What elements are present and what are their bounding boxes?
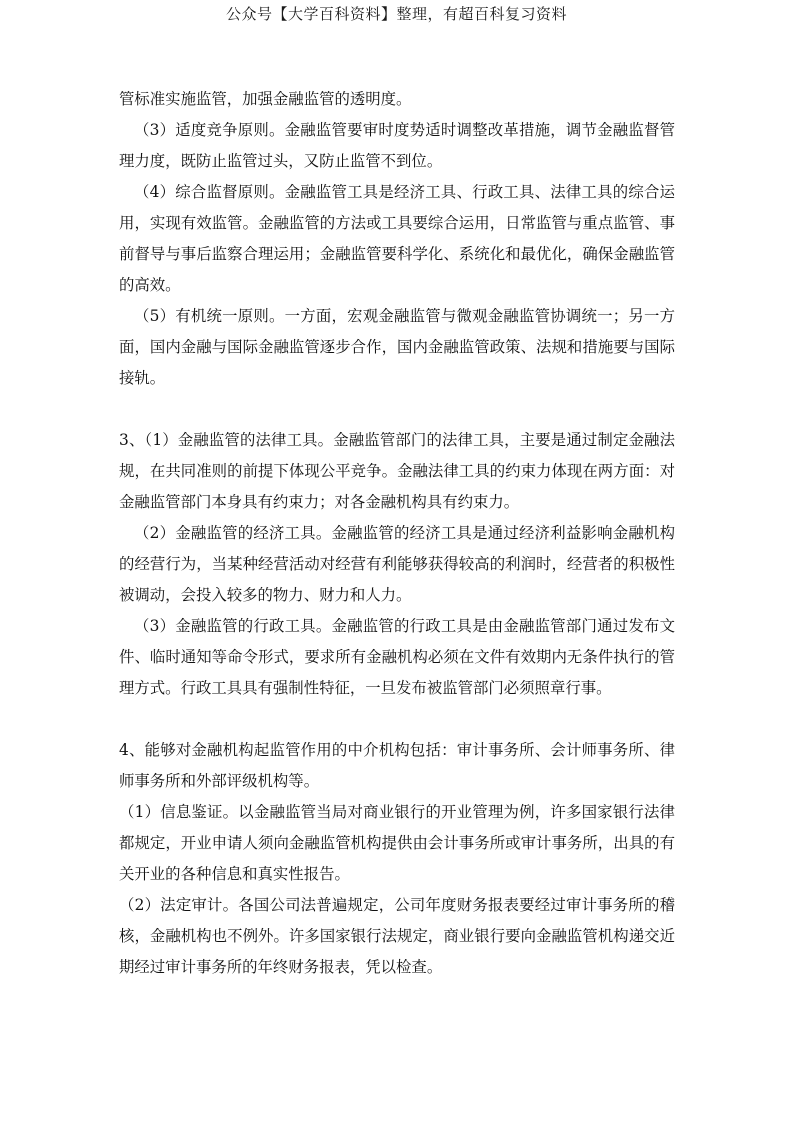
paragraph-moderate-competition: （3）适度竞争原则。金融监管要审时度势适时调整改革措施，调节金融监督管理力度，既防止监管过头，又防止监管不到位。 <box>119 121 675 170</box>
paragraph-statutory-audit: （2）法定审计。各国公司法普遍规定，公司年度财务报表要经过审计事务所的稽核，金融机构也不例外。许多国家银行法规定，商业银行要向金融监管机构递交近期经过审计事务所的年终财务报表，凭以检查。 <box>119 896 675 976</box>
paragraph-economic-tools: （2）金融监管的经济工具。金融监管的经济工具是通过经济利益影响金融机构的经营行为，当某种经营活动对经营有利能够获得较高的利润时，经营者的积极性被调动，会投入较多的物力、财力和人力。 <box>119 524 675 604</box>
paragraph-organic-unity: （5）有机统一原则。一方面，宏观金融监管与微观金融监管协调统一；另一方面，国内金融与国际金融监管逐步合作，国内金融监管政策、法规和措施要与国际接轨。 <box>119 307 675 387</box>
paragraph-administrative-tools: （3）金融监管的行政工具。金融监管的行政工具是由金融监管部门通过发布文件、临时通知等命令形式，要求所有金融机构必须在文件有效期内无条件执行的管理方式。行政工具具有强制性特征，一旦发布被监管部门必须照章行事。 <box>119 617 675 697</box>
page-header: 公众号【大学百科资料】整理，有超百科复习资料 <box>225 5 567 23</box>
paragraph-legal-tools: 3、（1）金融监管的法律工具。金融监管部门的法律工具，主要是通过制定金融法规，在共同准则的前提下体现公平竞争。金融法律工具的约束力体现在两方面：对金融监管部门本身具有约束力；对各金融机构具有约束力。 <box>119 431 675 511</box>
paragraph-intermediaries: 4、能够对金融机构起监管作用的中介机构包括：审计事务所、会计师事务所、律师事务所和外部评级机构等。 <box>119 741 675 790</box>
paragraph-comprehensive-supervision: （4）综合监督原则。金融监管工具是经济工具、行政工具、法律工具的综合运用，实现有效监管。金融监管的方法或工具要综合运用，日常监管与重点监管、事前督导与事后监察合理运用；金融监管要科学化、系统化和最优化，确保金融监管的高效。 <box>119 183 675 294</box>
paragraph-continuation: 管标准实施监管，加强金融监管的透明度。 <box>119 90 412 108</box>
section-gap <box>119 394 675 425</box>
document-body <box>119 84 675 983</box>
section-gap <box>119 704 675 735</box>
paragraph-information-verification: （1）信息鉴证。以金融监管当局对商业银行的开业管理为例，许多国家银行法律都规定，开业申请人须向金融监管机构提供由会计事务所或审计事务所，出具的有关开业的各种信息和真实性报告。 <box>119 803 675 883</box>
